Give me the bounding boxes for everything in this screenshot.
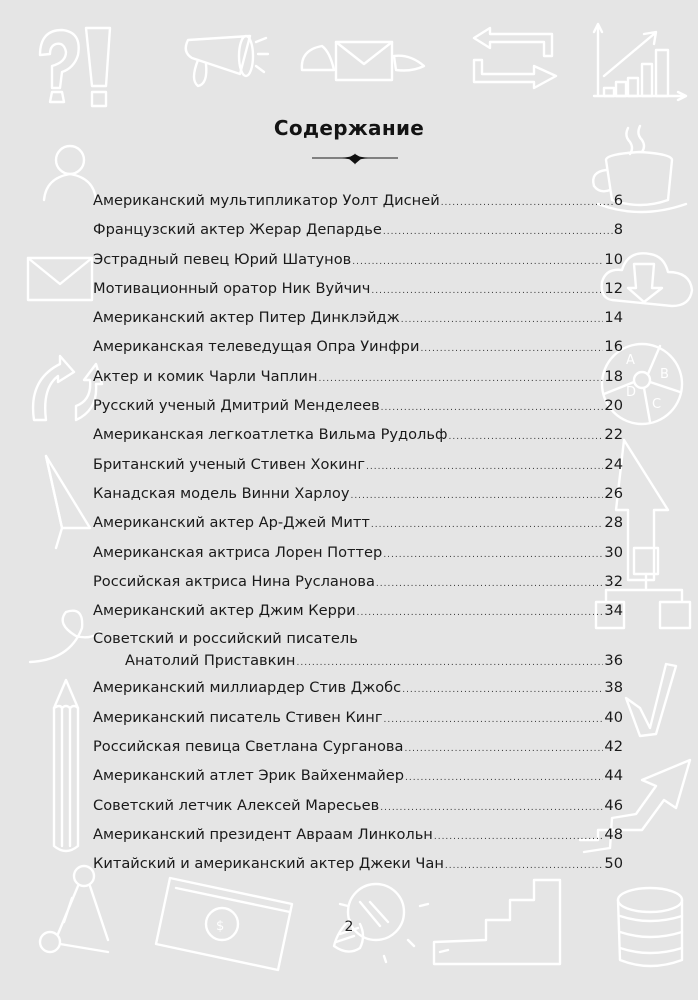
toc-entry-page: 6 xyxy=(613,192,623,209)
refresh-arrows-icon xyxy=(33,356,102,420)
dot-leader xyxy=(296,652,603,674)
toc-entry[interactable] xyxy=(93,245,623,274)
toc-entry-title: Американский мультипликатор Уолт Дисней xyxy=(93,192,440,209)
toc-entry-title-line1: Советский и российский писатель xyxy=(93,630,358,648)
growth-chart-icon xyxy=(594,24,686,100)
toc-entry-title: Эстрадный певец Юрий Шатунов xyxy=(93,250,352,268)
winged-envelope-icon xyxy=(302,42,424,80)
toc-entry-title: Советский летчик Алексей Маресьев xyxy=(93,796,380,814)
toc-entry-title: Канадская модель Винни Харлоу xyxy=(93,484,350,502)
toc-entry-page: 20 xyxy=(604,397,623,415)
toc-entry-page: 10 xyxy=(604,250,623,268)
dot-leader xyxy=(376,570,604,599)
toc-entry-page: 48 xyxy=(604,825,623,843)
toc-entry-title: Российская актриса Нина Русланова xyxy=(93,572,375,590)
envelope-icon xyxy=(28,258,92,300)
toc-entry[interactable] xyxy=(93,303,623,332)
toc-entry-page: 28 xyxy=(604,514,623,532)
network-icon xyxy=(40,866,108,952)
toc-entry-title: Российская певица Светлана Сурганова xyxy=(93,738,404,756)
dot-leader xyxy=(350,482,603,511)
svg-text:$: $ xyxy=(216,919,225,934)
toc-entry[interactable] xyxy=(93,820,623,849)
toc-entry[interactable] xyxy=(93,508,623,537)
person-icon xyxy=(44,146,96,200)
toc-entry[interactable] xyxy=(93,420,623,449)
toc-entry-page: 36 xyxy=(604,652,623,670)
toc-entry-title: Американский актер Ар-Джей Митт xyxy=(93,514,370,532)
ornament-divider xyxy=(312,152,398,166)
svg-text:B: B xyxy=(660,367,669,382)
toc-entry-title: Американская легкоатлетка Вильма Рудольф xyxy=(93,426,448,444)
dot-leader xyxy=(401,306,604,335)
toc-entry-title: Анатолий Приставкин xyxy=(125,652,296,670)
toc-entry[interactable] xyxy=(93,703,623,732)
toc-entry[interactable] xyxy=(93,849,623,878)
dot-leader xyxy=(445,852,604,881)
svg-text:A: A xyxy=(626,353,635,368)
toc-entry[interactable] xyxy=(93,391,623,420)
toc-entry[interactable] xyxy=(93,673,623,702)
toc-entry-title: Русский ученый Дмитрий Менделеев xyxy=(93,397,380,415)
toc-entry-page: 16 xyxy=(604,338,623,356)
question-exclamation-icon xyxy=(40,28,110,106)
dot-leader xyxy=(441,189,613,218)
megaphone-icon xyxy=(186,36,268,86)
toc-entry[interactable] xyxy=(93,215,623,244)
toc-entry-title: Американский атлет Эрик Вайхенмайер xyxy=(93,767,405,785)
loop-curve-icon xyxy=(30,611,100,662)
toc-entry-page: 14 xyxy=(604,309,623,327)
pencil-icon xyxy=(54,680,78,851)
toc-entry-page: 34 xyxy=(604,602,623,620)
toc-entry-title: Американская актриса Лорен Поттер xyxy=(93,543,383,561)
toc-entry-title: Американский актер Джим Керри xyxy=(93,602,356,620)
exchange-arrows-icon xyxy=(474,28,556,88)
toc-entry[interactable] xyxy=(93,625,623,673)
dot-leader xyxy=(384,706,604,735)
table-of-contents xyxy=(93,186,623,879)
toc-entry[interactable] xyxy=(93,791,623,820)
dot-leader xyxy=(319,365,604,394)
dot-leader xyxy=(405,764,603,793)
toc-entry-page: 44 xyxy=(604,767,623,785)
toc-entry[interactable] xyxy=(93,538,623,567)
dot-leader xyxy=(366,453,603,482)
page-number: 2 xyxy=(344,919,354,935)
toc-entry-title: Американская телеведущая Опра Уинфри xyxy=(93,338,420,356)
dot-leader xyxy=(383,541,603,570)
toc-entry-title: Американский писатель Стивен Кинг xyxy=(93,708,383,726)
toc-entry-page: 40 xyxy=(604,708,623,726)
toc-entry-page: 8 xyxy=(613,221,623,239)
toc-entry[interactable] xyxy=(93,479,623,508)
toc-entry-page: 50 xyxy=(604,855,623,873)
toc-entry-page: 42 xyxy=(604,738,623,756)
toc-entry[interactable] xyxy=(93,761,623,790)
dot-leader xyxy=(420,335,603,364)
toc-entry-page: 38 xyxy=(604,679,623,697)
toc-entry[interactable] xyxy=(93,567,623,596)
toc-entry-page: 12 xyxy=(604,279,623,297)
toc-entry-page: 22 xyxy=(604,426,623,444)
toc-entry-page: 32 xyxy=(604,572,623,590)
toc-entry-title: Мотивационный оратор Ник Вуйчич xyxy=(93,279,371,297)
toc-entry-page: 30 xyxy=(604,543,623,561)
dot-leader xyxy=(371,511,604,540)
toc-entry-title: Актер и комик Чарли Чаплин xyxy=(93,367,318,385)
dot-leader xyxy=(383,218,613,247)
toc-entry[interactable] xyxy=(93,362,623,391)
toc-entry-page: 18 xyxy=(604,367,623,385)
up-arrow-icon xyxy=(616,440,668,580)
dot-leader xyxy=(380,794,603,823)
toc-entry-title: Американский президент Авраам Линкольн xyxy=(93,825,433,843)
toc-entry-page: 24 xyxy=(604,455,623,473)
toc-entry-title: Китайский и американский актер Джеки Чан xyxy=(93,855,444,873)
toc-entry[interactable] xyxy=(93,596,623,625)
dot-leader xyxy=(357,599,604,628)
dot-leader xyxy=(371,277,603,306)
paper-plane-icon xyxy=(46,456,90,548)
toc-entry[interactable] xyxy=(93,332,623,361)
toc-entry-title: Британский ученый Стивен Хокинг xyxy=(93,455,365,473)
toc-entry[interactable] xyxy=(93,186,623,215)
toc-entry-page: 26 xyxy=(604,484,623,502)
svg-text:D: D xyxy=(626,385,637,400)
toc-entry[interactable] xyxy=(93,732,623,761)
dot-leader xyxy=(381,394,604,423)
dot-leader xyxy=(352,248,603,277)
toc-entry[interactable] xyxy=(93,450,623,479)
toc-entry-title: Французский актер Жерар Депардье xyxy=(93,221,382,239)
dot-leader xyxy=(434,823,604,852)
toc-entry-page: 46 xyxy=(604,796,623,814)
toc-entry-title: Американский миллиардер Стив Джобс xyxy=(93,679,402,697)
dot-leader xyxy=(404,735,603,764)
svg-text:C: C xyxy=(652,397,662,412)
toc-entry-title: Американский актер Питер Динклэйдж xyxy=(93,309,400,327)
page-title: Содержание xyxy=(273,116,425,141)
dot-leader xyxy=(448,423,603,452)
checkmark-icon xyxy=(626,664,676,736)
dot-leader xyxy=(402,676,603,705)
toc-entry[interactable] xyxy=(93,274,623,303)
